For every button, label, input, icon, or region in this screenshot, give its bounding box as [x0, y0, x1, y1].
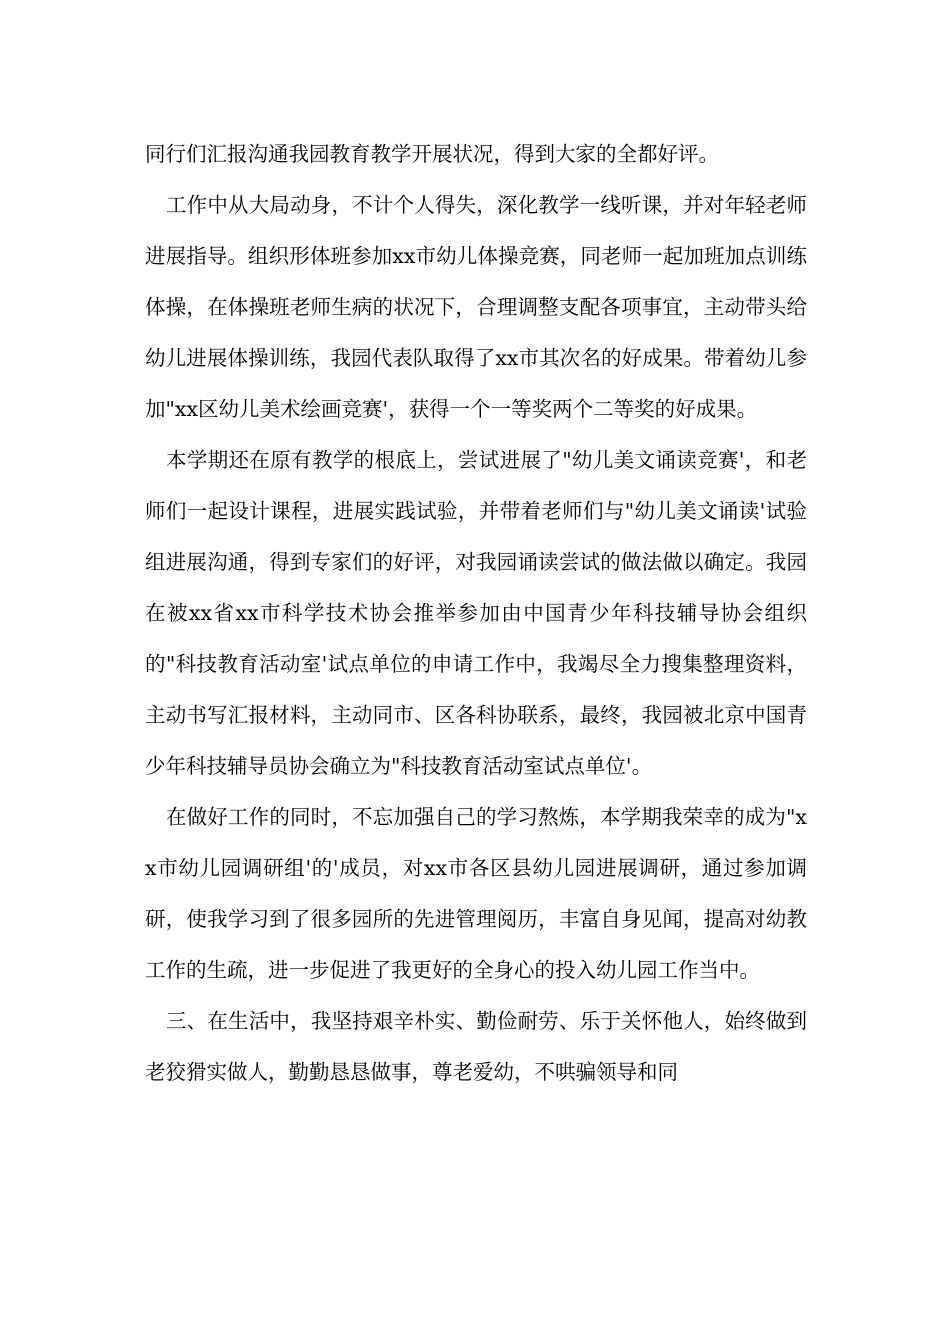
paragraph-life-section: 三、在生活中，我坚持艰辛朴实、勤俭耐劳、乐于关怀他人，始终做到老狡猾实做人，勤勤恳恳做事，尊老爱幼，不哄骗领导和同	[145, 1009, 807, 1084]
document-body	[145, 129, 807, 1098]
paragraph-work-overview: 工作中从大局动身，不计个人得失，深化教学一线听课，并对年轻老师进展指导。组织形体班参加xx市幼儿体操竞赛，同老师一起加班加点训练体操，在体操班老师生病的状况下，合理调整支配各项事宜，主动带头给幼儿进展体操训练，我园代表队取得了xx市其次名的好成果。带着幼儿参加"xx区幼儿美术绘画竞赛'，获得一个一等奖两个二等奖的好成果。	[145, 193, 807, 421]
paragraph-continuation: 同行们汇报沟通我园教育教学开展状况，得到大家的全都好评。	[145, 142, 719, 166]
paragraph-reading-program: 本学期还在原有教学的根底上，尝试进展了"幼儿美文诵读竞赛'，和老师们一起设计课程，进展实践试验，并带着老师们与"幼儿美文诵读'试验组进展沟通，得到专家们的好评，对我园诵读尝试的做法做以确定。我园在被xx省xx市科学技术协会推举参加由中国青少年科技辅导协会组织的"科技教育活动室'试点单位的申请工作中，我竭尽全力搜集整理资料，主动书写汇报材料，主动同市、区各科协联系，最终，我园被北京中国青少年科技辅导员协会确立为"科技教育活动室试点单位'。	[145, 448, 807, 778]
paragraph-self-study: 在做好工作的同时，不忘加强自己的学习熬炼，本学期我荣幸的成为"xx市幼儿园调研组'的'成员，对xx市各区县幼儿园进展调研，通过参加调研，使我学习到了很多园所的先进管理阅历，丰富自身见闻，提高对幼教工作的生疏，进一步促进了我更好的全身心的投入幼儿园工作当中。	[145, 805, 807, 982]
